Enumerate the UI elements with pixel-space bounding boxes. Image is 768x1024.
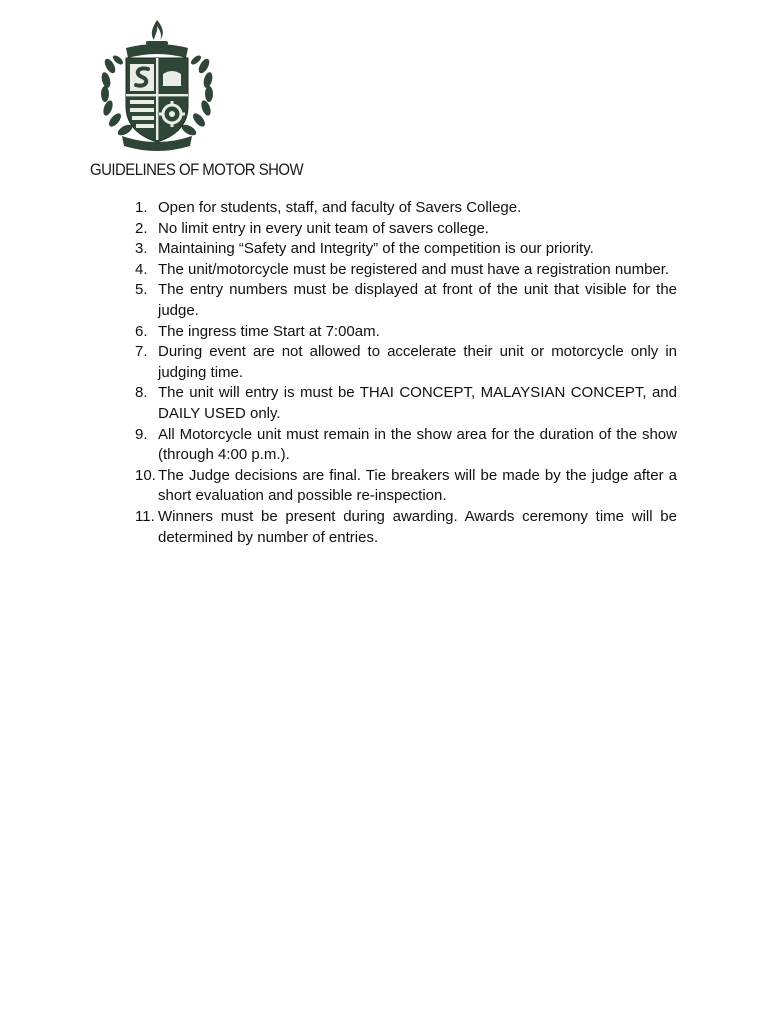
list-item: [131, 507, 677, 548]
item-text: The ingress time Start at 7:00am.: [158, 322, 380, 340]
item-text: Winners must be present during awarding. Awards ceremony time will be determined by number of entries.: [158, 507, 677, 546]
item-text: The unit/motorcycle must be registered and must have a registration number.: [158, 260, 670, 278]
list-item: [131, 219, 677, 240]
item-number: 8.: [135, 384, 148, 402]
item-number: 11.: [135, 507, 155, 525]
item-number: 2.: [135, 219, 148, 237]
item-number: 3.: [135, 240, 148, 258]
item-text: All Motorcycle unit must remain in the show area for the duration of the show (through 4:00 p.m.).: [158, 425, 677, 464]
item-number: 7.: [135, 343, 148, 361]
list-item: [131, 260, 677, 281]
item-number: 1.: [135, 199, 148, 216]
list-item: [131, 322, 677, 343]
item-number: 10.: [135, 466, 156, 484]
item-text: The unit will entry is must be THAI CONCEPT, MALAYSIAN CONCEPT, and DAILY USED only.: [158, 384, 677, 422]
item-text: Open for students, staff, and faculty of Savers College.: [158, 199, 522, 216]
item-text: The entry numbers must be displayed at front of the unit that visible for the judge.: [158, 281, 677, 319]
item-number: 6.: [135, 322, 148, 340]
list-item: [131, 239, 677, 260]
item-text: Maintaining “Safety and Integrity” of the competition is our priority.: [158, 240, 594, 258]
college-crest-logo: [88, 14, 226, 154]
list-item: [131, 280, 677, 321]
list-item: [131, 198, 677, 219]
list-item: [131, 425, 677, 466]
item-text: No limit entry in every unit team of savers college.: [158, 219, 489, 237]
item-text: The Judge decisions are final. Tie breakers will be made by the judge after a short evaluation and possible re-inspection.: [158, 466, 677, 505]
guidelines-list: [131, 198, 677, 548]
list-item: [131, 342, 677, 383]
list-item: [131, 383, 677, 424]
item-number: 4.: [135, 260, 148, 278]
item-number: 9.: [135, 425, 148, 443]
list-item: [131, 466, 677, 507]
item-number: 5.: [135, 281, 148, 299]
page-title: GUIDELINES OF MOTOR SHOW: [90, 160, 304, 179]
item-text: During event are not allowed to accelerate their unit or motorcycle only in judging time.: [158, 343, 677, 381]
crest-icon: [88, 14, 226, 154]
